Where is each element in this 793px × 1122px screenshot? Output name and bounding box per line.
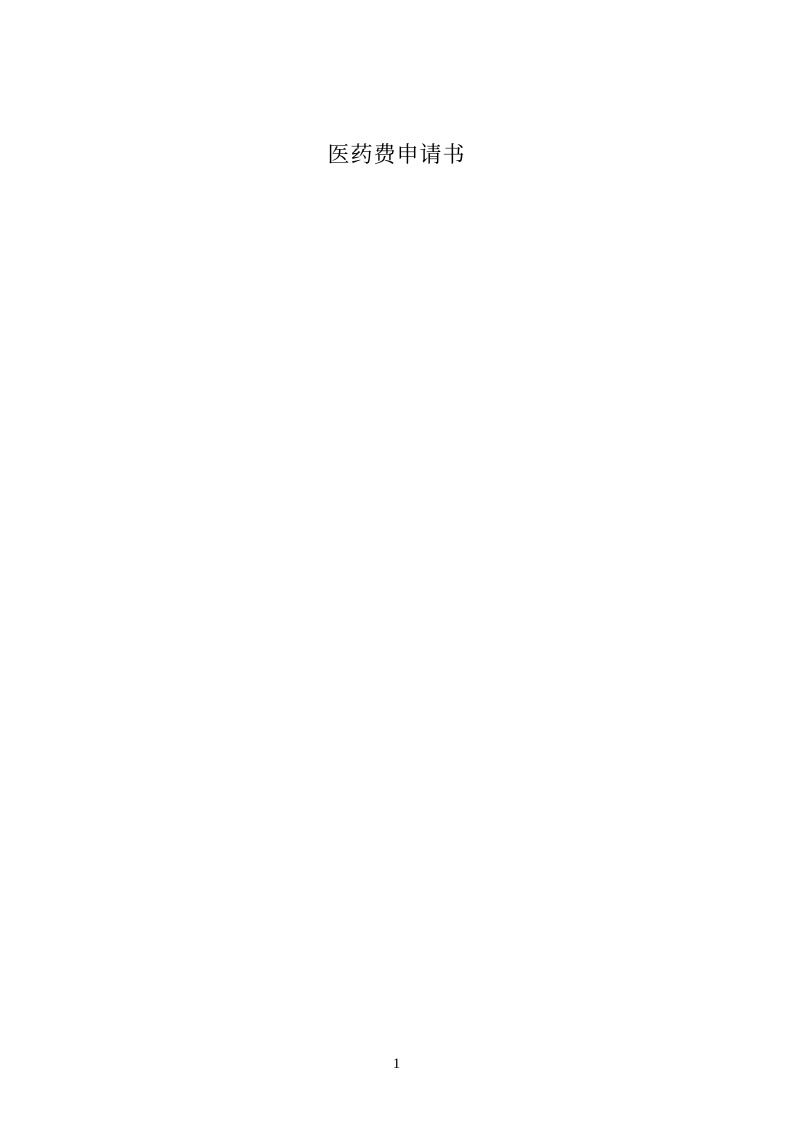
page-number: 1 [392, 1056, 401, 1072]
document-title: 医药费申请书 [327, 143, 466, 168]
